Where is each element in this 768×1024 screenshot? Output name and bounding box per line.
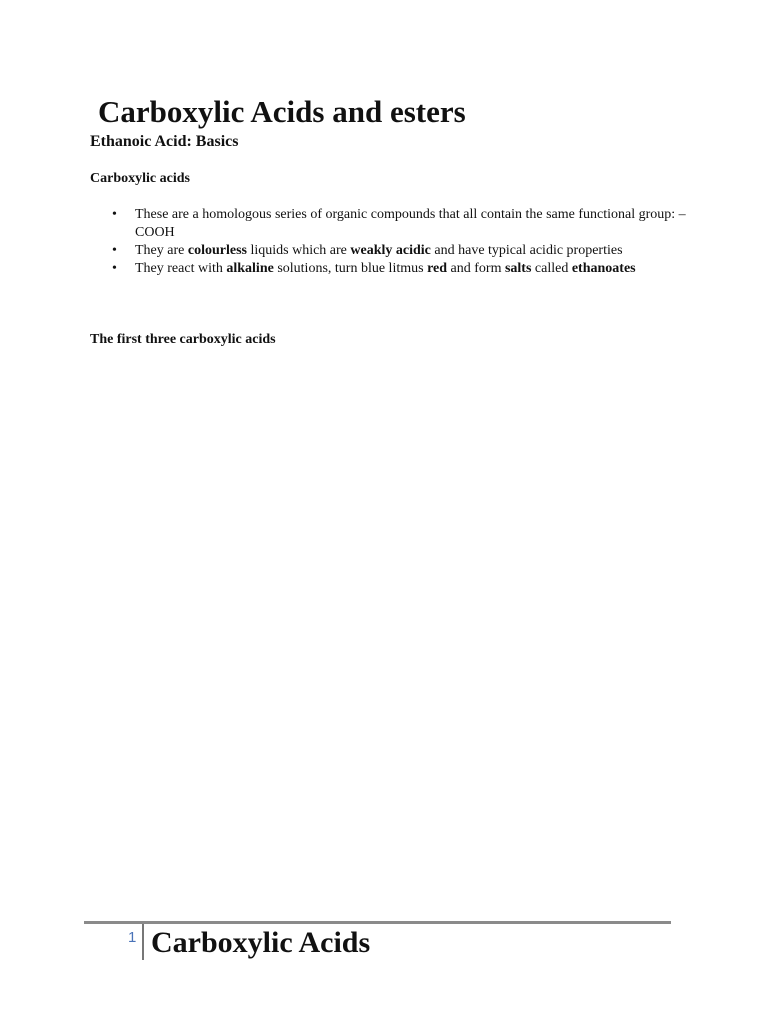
bullet-text: They react with	[135, 261, 227, 276]
bullet-bold-term: red	[427, 261, 448, 276]
bullet-item	[90, 242, 690, 260]
bullet-icon: •	[112, 207, 117, 222]
bullet-text: solutions, turn blue litmus	[273, 261, 428, 276]
bullet-text: liquids which are	[246, 243, 351, 258]
carboxylic-acids-bullet-list	[90, 206, 690, 278]
bullet-text: They are	[135, 243, 188, 258]
bullet-bold-term: weakly acidic	[350, 243, 431, 258]
bullet-icon: •	[112, 243, 117, 258]
bullet-text: and have typical acidic properties	[430, 243, 623, 258]
bullet-bold-term: ethanoates	[571, 261, 636, 276]
bullet-bold-term: alkaline	[226, 261, 274, 276]
bullet-text: and form	[447, 261, 505, 276]
bullet-text: called	[531, 261, 572, 276]
bullet-bold-term: colourless	[187, 243, 247, 258]
bullet-text: These are a homologous series of organic compounds that all contain the same functional group: –COOH	[135, 207, 686, 240]
bullet-bold-term: salts	[504, 261, 532, 276]
bullet-item	[90, 260, 690, 278]
footer-vertical-divider	[142, 924, 144, 960]
section-heading-carboxylic-acids: Carboxylic acids	[90, 171, 190, 186]
document-title: Carboxylic Acids and esters	[98, 94, 466, 129]
document-subtitle: Ethanoic Acid: Basics	[90, 133, 239, 150]
bullet-item	[90, 206, 690, 242]
bullet-icon: •	[112, 261, 117, 276]
section-heading-first-three-acids: The first three carboxylic acids	[90, 332, 276, 347]
footer-page-number: 1	[128, 929, 137, 946]
footer-title: Carboxylic Acids	[151, 926, 371, 959]
